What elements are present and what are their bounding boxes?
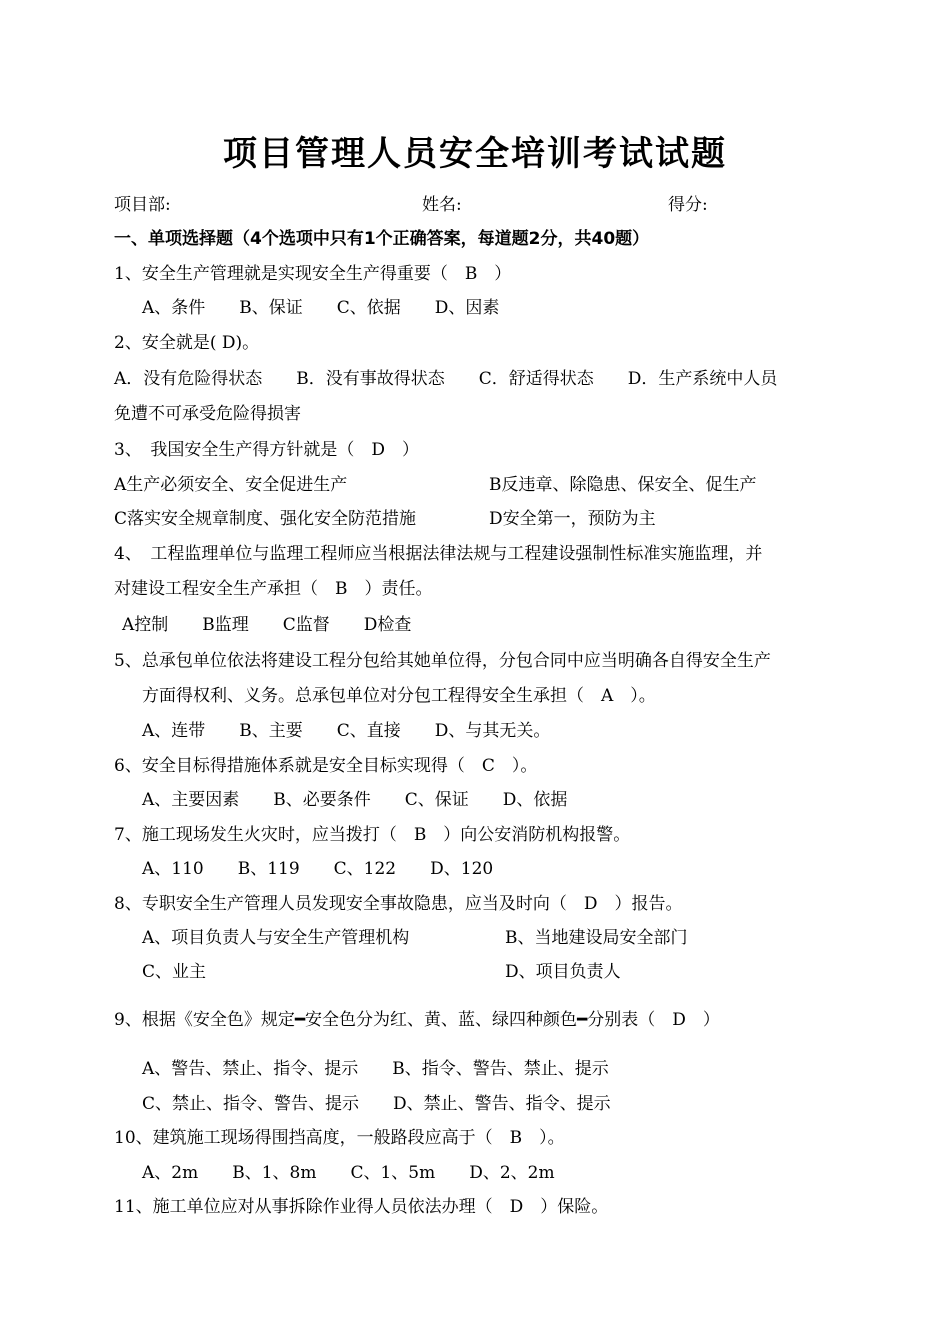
page-title: 项目管理人员安全培训考试试题 <box>223 134 727 174</box>
q6-options: A、主要因素 B、必要条件 C、保证 D、依据 <box>142 790 568 810</box>
q11-stem: 11、施工单位应对从事拆除作业得人员依法办理（ D ）保险。 <box>114 1197 609 1217</box>
q2-stem: 2、安全就是( D)。 <box>114 333 260 353</box>
q4-stem-cont: 对建设工程安全生产承担（ B ）责任。 <box>114 579 433 599</box>
q2-options-cont: 免遭不可承受危险得损害 <box>114 404 301 424</box>
q9-stem: 9、根据《安全色》规定━安全色分为红、黄、蓝、绿四种颜色━分别表（ D ） <box>114 1010 720 1030</box>
q9-options: A、警告、禁止、指令、提示 B、指令、警告、禁止、提示 <box>142 1059 609 1079</box>
q1-stem: 1、安全生产管理就是实现安全生产得重要（ B ） <box>114 264 512 284</box>
q8-option-b: B、当地建设局安全部门 <box>505 928 688 948</box>
q4-stem: 4、 工程监理单位与监理工程师应当根据法律法规与工程建设强制性标准实施监理，并 <box>114 544 763 564</box>
q8-option-c: C、业主 <box>142 962 207 982</box>
q7-options: A、110 B、119 C、122 D、120 <box>142 859 494 879</box>
score-label: 得分: <box>668 195 708 215</box>
q3-option-d: D安全第一，预防为主 <box>489 509 656 529</box>
name-label: 姓名: <box>422 195 462 215</box>
q3-option-c: C落实安全规章制度、强化安全防范措施 <box>114 509 417 529</box>
q8-option-a: A、项目负责人与安全生产管理机构 <box>142 928 410 948</box>
q7-stem: 7、施工现场发生火灾时，应当拨打（ B ）向公安消防机构报警。 <box>114 825 631 845</box>
q10-stem: 10、建筑施工现场得围挡高度，一般路段应高于（ B ）。 <box>114 1128 565 1148</box>
q8-stem: 8、专职安全生产管理人员发现安全事故隐患，应当及时向（ D ）报告。 <box>114 894 683 914</box>
section-heading: 一、单项选择题（4个选项中只有1个正确答案，每道题2分，共40题） <box>114 229 650 249</box>
q3-option-b: B反违章、除隐患、保安全、促生产 <box>489 475 757 495</box>
q1-options: A、条件 B、保证 C、依据 D、因素 <box>142 298 500 318</box>
q3-stem: 3、 我国安全生产得方针就是（ D ） <box>114 440 419 460</box>
q10-options: A、2m B、1、8m C、1、5m D、2、2m <box>142 1163 555 1183</box>
q6-stem: 6、安全目标得措施体系就是安全目标实现得（ C ）。 <box>114 756 538 776</box>
q3-option-a: A生产必须安全、安全促进生产 <box>114 475 348 495</box>
q4-options: A控制 B监理 C监督 D检查 <box>122 615 412 635</box>
q5-stem-cont: 方面得权利、义务。总承包单位对分包工程得安全生承担（ A ）。 <box>142 686 656 706</box>
q5-stem: 5、总承包单位依法将建设工程分包给其她单位得，分包合同中应当明确各自得安全生产 <box>114 651 771 671</box>
q9-options-cont: C、禁止、指令、警告、提示 D、禁止、警告、指令、提示 <box>142 1094 611 1114</box>
dept-label: 项目部: <box>114 195 171 215</box>
q2-options: A．没有危险得状态 B．没有事故得状态 C．舒适得状态 D．生产系统中人员 <box>114 369 778 389</box>
q8-option-d: D、项目负责人 <box>505 962 621 982</box>
q5-options: A、连带 B、主要 C、直接 D、与其无关。 <box>142 721 551 741</box>
